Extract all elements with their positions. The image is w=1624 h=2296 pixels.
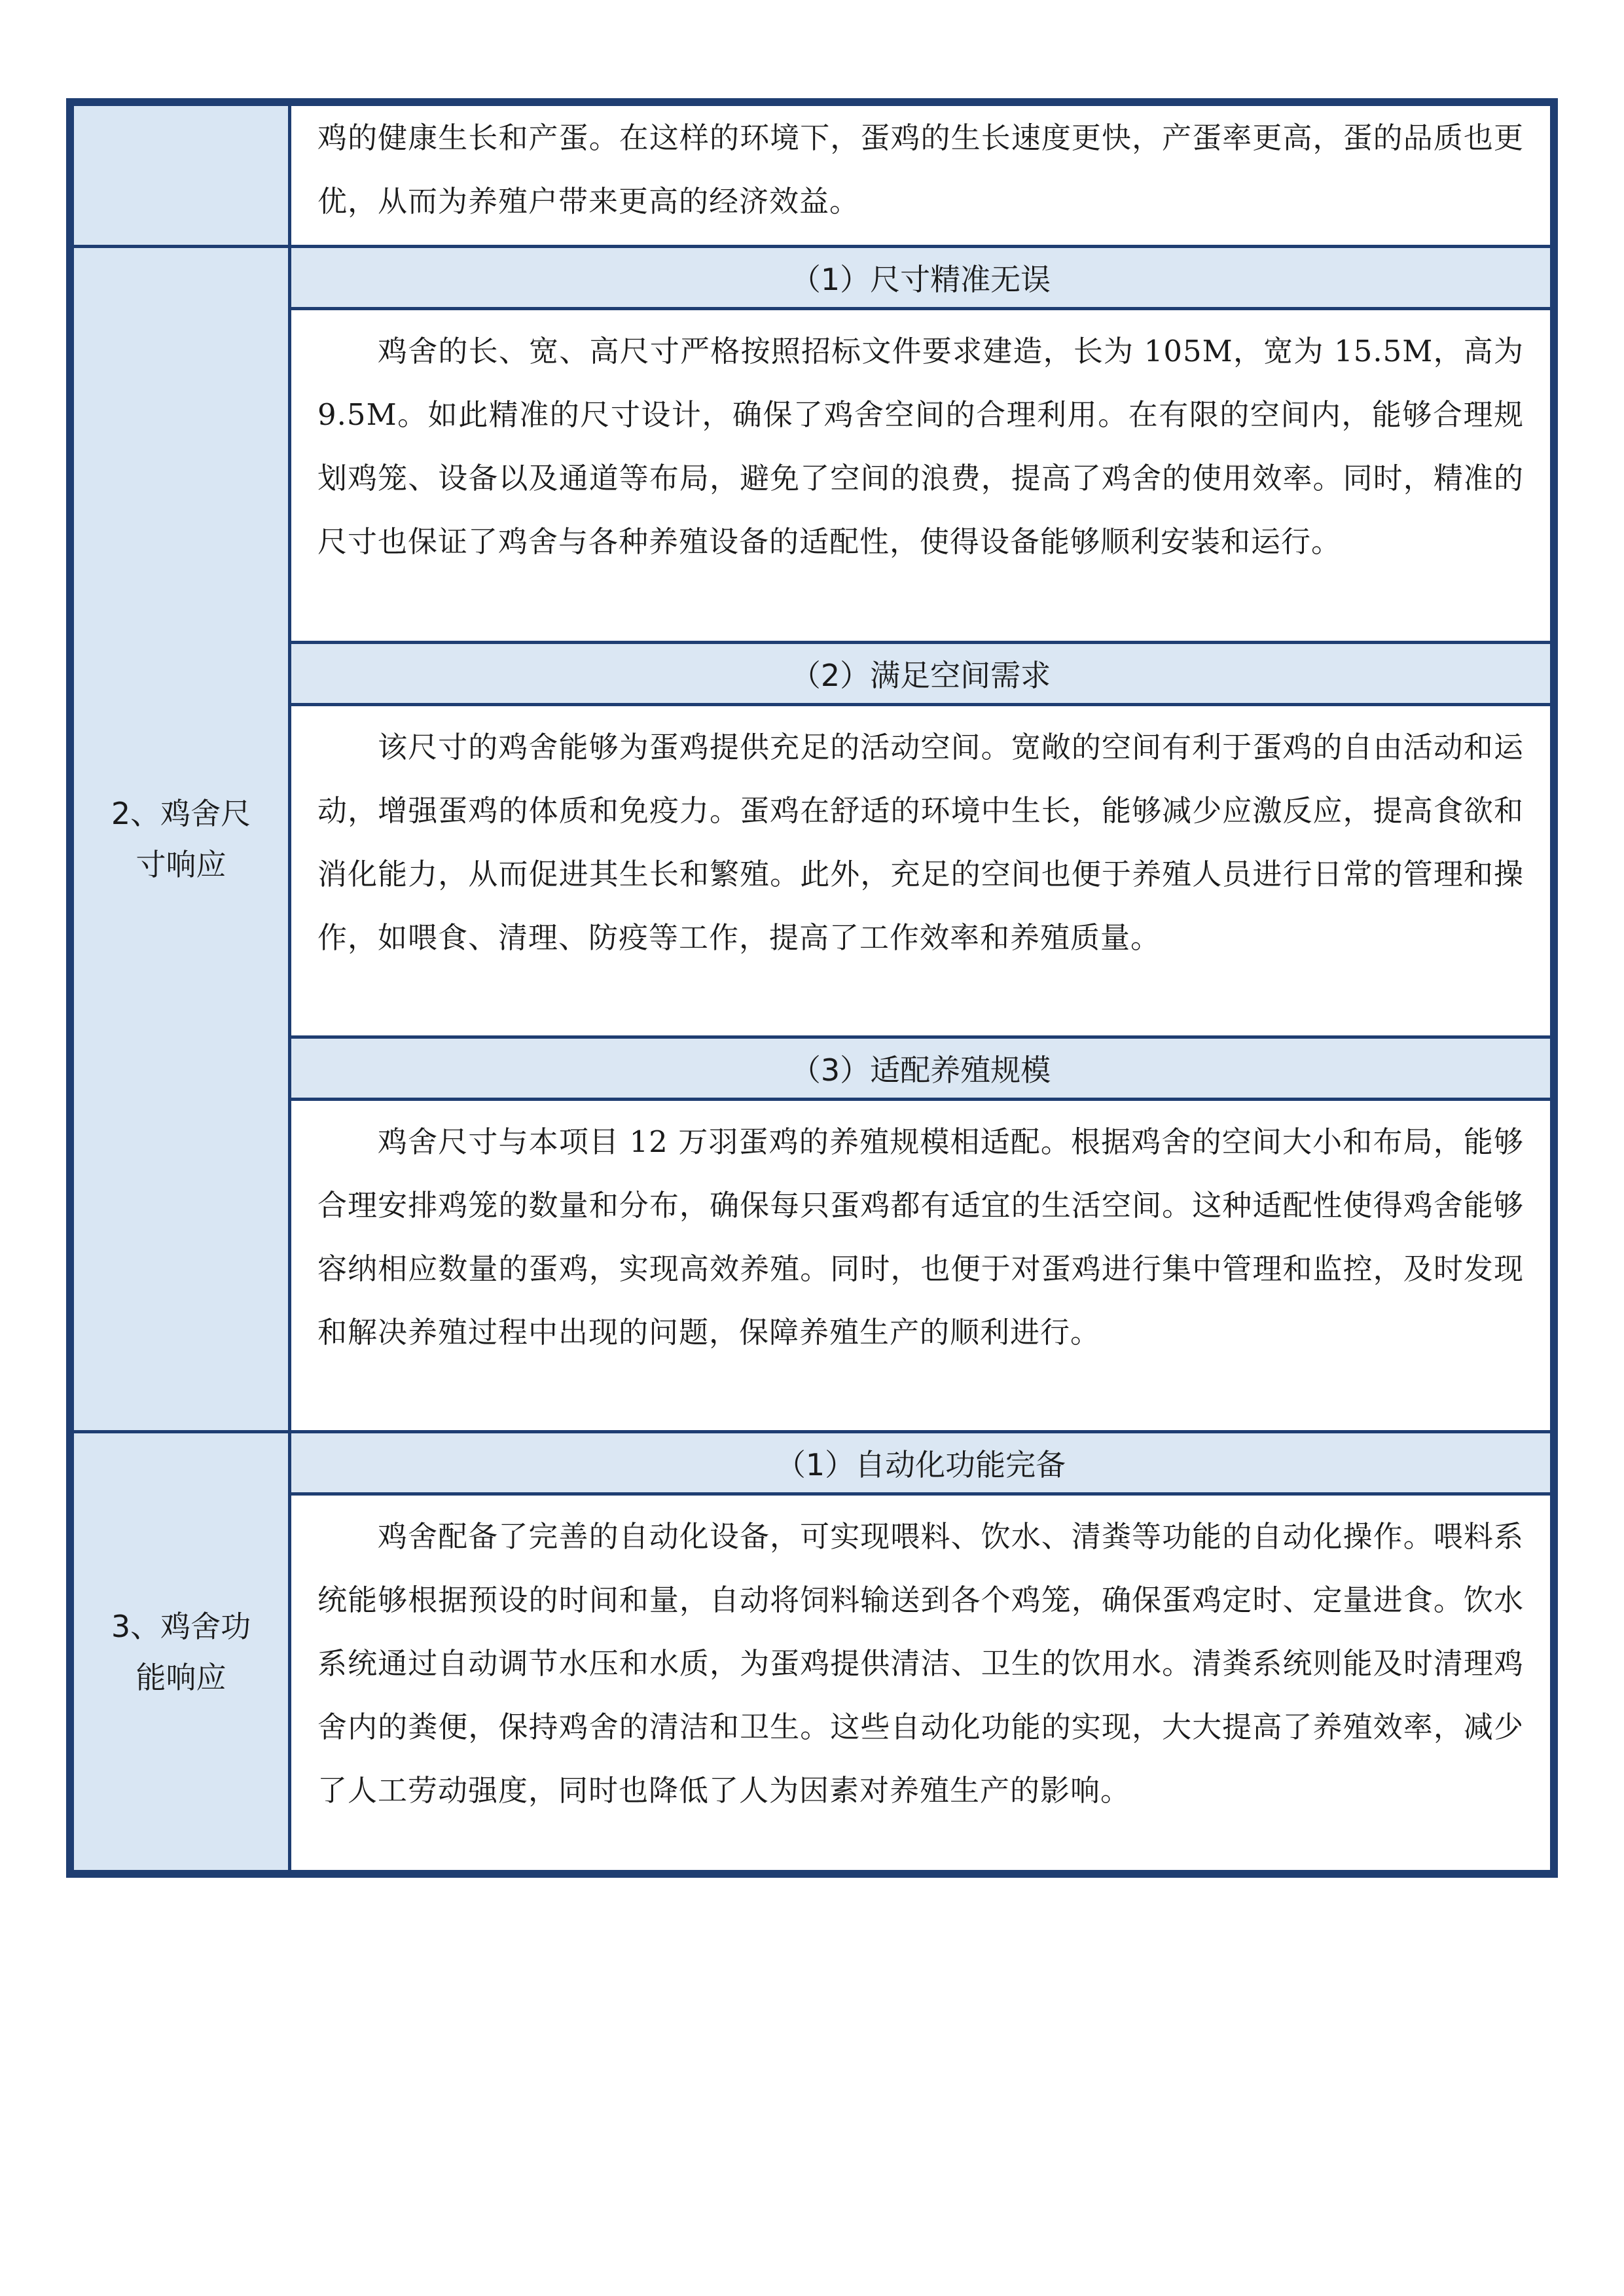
section2-item3-heading: （3）适配养殖规模	[290, 1037, 1552, 1100]
table-row	[73, 1037, 1552, 1100]
table-row	[73, 105, 1552, 247]
section3-label: 3、鸡舍功能响应	[111, 1608, 251, 1695]
table-row	[73, 309, 1552, 643]
continuation-body-cell	[290, 105, 1552, 247]
table-row	[73, 247, 1552, 309]
section3-item1-heading: （1）自动化功能完备	[290, 1432, 1552, 1494]
response-table-grid	[71, 103, 1553, 1873]
table-row	[73, 1432, 1552, 1494]
section3-item1-paragraph: 鸡舍配备了完善的自动化设备，可实现喂料、饮水、清粪等功能的自动化操作。喂料系统能够根据预设的时间和量，自动将饲料输送到各个鸡笼，确保蛋鸡定时、定量进食。饮水系统通过自动调节水压和水质，为蛋鸡提供清洁、卫生的饮用水。清粪系统则能及时清理鸡舍内的粪便，保持鸡舍的清洁和卫生。这些自动化功能的实现，大大提高了养殖效率，减少了人工劳动强度，同时也降低了人为因素对养殖生产的影响。	[317, 1519, 1524, 1808]
section2-item2-paragraph: 该尺寸的鸡舍能够为蛋鸡提供充足的活动空间。宽敞的空间有利于蛋鸡的自由活动和运动，增强蛋鸡的体质和免疫力。蛋鸡在舒适的环境中生长，能够减少应激反应，提高食欲和消化能力，从而促进其生长和繁殖。此外，充足的空间也便于养殖人员进行日常的管理和操作，如喂食、清理、防疫等工作，提高了工作效率和养殖质量。	[317, 730, 1524, 955]
section2-item2-heading: （2）满足空间需求	[290, 643, 1552, 705]
response-table	[66, 98, 1558, 1878]
table-row	[73, 705, 1552, 1037]
section2-item1-paragraph: 鸡舍的长、宽、高尺寸严格按照招标文件要求建造，长为 105M，宽为 15.5M，高为 9.5M。如此精准的尺寸设计，确保了鸡舍空间的合理利用。在有限的空间内，能够合理规划鸡笼、设备以及通道等布局，避免了空间的浪费，提高了鸡舍的使用效率。同时，精准的尺寸也保证了鸡舍与各种养殖设备的适配性，使得设备能够顺利安装和运行。	[317, 334, 1524, 559]
section2-item2-body-cell	[290, 705, 1552, 1037]
section2-item3-paragraph: 鸡舍尺寸与本项目 12 万羽蛋鸡的养殖规模相适配。根据鸡舍的空间大小和布局，能够合理安排鸡笼的数量和分布，确保每只蛋鸡都有适宜的生活空间。这种适配性使得鸡舍能够容纳相应数量的蛋鸡，实现高效养殖。同时，也便于对蛋鸡进行集中管理和监控，及时发现和解决养殖过程中出现的问题，保障养殖生产的顺利进行。	[317, 1124, 1524, 1350]
table-row	[73, 1494, 1552, 1872]
table-row	[73, 643, 1552, 705]
section3-item1-body-cell	[290, 1494, 1552, 1872]
section2-item1-body-cell	[290, 309, 1552, 643]
continuation-paragraph: 鸡的健康生长和产蛋。在这样的环境下，蛋鸡的生长速度更快，产蛋率更高，蛋的品质也更优，从而为养殖户带来更高的经济效益。	[317, 120, 1524, 219]
section2-item3-body-cell	[290, 1100, 1552, 1432]
section2-item1-heading: （1）尺寸精准无误	[290, 247, 1552, 309]
continuation-label-cell	[73, 105, 290, 247]
section2-label: 2、鸡舍尺寸响应	[111, 796, 251, 882]
section3-label-cell	[73, 1432, 290, 1872]
section2-label-cell	[73, 247, 290, 1432]
table-row	[73, 1100, 1552, 1432]
